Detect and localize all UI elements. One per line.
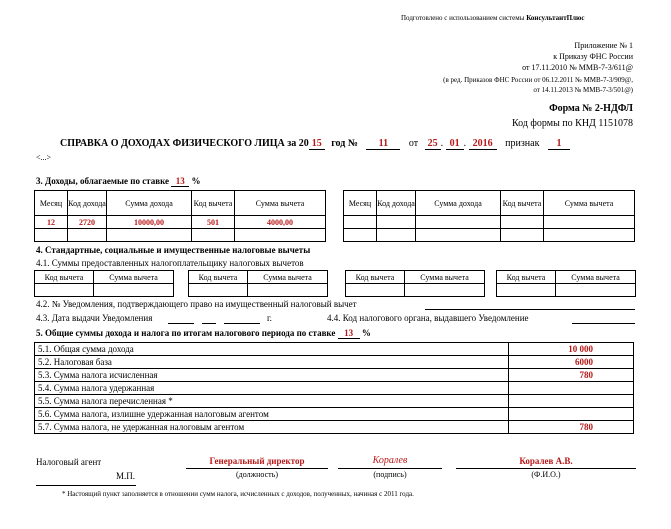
deduction-code-header: Код вычета [35, 271, 94, 284]
section3-title: 3. Доходы, облагаемые по ставке 13 % [36, 176, 201, 186]
notice-year-line [224, 323, 260, 324]
signature-line [338, 468, 442, 469]
section4-sub2: 4.2. № Уведомления, подтверждающего право на имущественный налоговый вычет [36, 299, 357, 309]
appendix-label: Приложение № 1 [574, 41, 633, 50]
order-label: к Приказу ФНС России [553, 52, 633, 61]
deduction-sum-header: Сумма вычета [556, 271, 636, 284]
section4-sub3: 4.3. Дата выдачи Уведомления [36, 313, 153, 323]
totals-row: 5.6. Сумма налога, излишне удержанная налоговым агентом [35, 408, 634, 421]
position-line [186, 468, 328, 469]
deduction-table-3 [345, 270, 485, 297]
section3-rate: 13 [171, 176, 189, 187]
stamp-label: М.П. [116, 471, 136, 481]
cell-income-sum: 10000,00 [107, 216, 192, 229]
deduction-code-header: Код вычета [189, 271, 248, 284]
fio-line [456, 468, 636, 469]
year-suffix: г. [267, 313, 272, 323]
cell-month: 12 [35, 216, 68, 229]
col-deduction-sum: Сумма вычета [544, 191, 635, 216]
ot-label: от [408, 138, 419, 149]
signature-value: Коралев [372, 455, 408, 466]
deduction-code-header: Код вычета [497, 271, 556, 284]
amendment-1: (в ред. Приказов ФНС России от 06.12.2011 № ММВ-7-3/909@, [443, 76, 633, 84]
priznak-label: признак [505, 138, 540, 149]
tax-authority-code-line [572, 323, 635, 324]
footnote: * Настоящий пункт заполняется в отношении сумм налога, исчисленных с доходов, полученных, начиная с 2011 года. [62, 490, 414, 498]
col-month: Месяц [344, 191, 377, 216]
certificate-number: 11 [366, 138, 400, 150]
signature-caption: (подпись) [373, 470, 407, 479]
deduction-table-1 [34, 270, 174, 297]
form-code: Код формы по КНД 1151078 [511, 118, 633, 129]
totals-table [34, 342, 634, 434]
income-table-right [343, 190, 635, 242]
section4-sub4: 4.4. Код налогового органа, выдавшего Уведомление [327, 313, 529, 323]
section5-rate: 13 [338, 328, 360, 339]
col-income-code: Код дохода [68, 191, 107, 216]
fio-value: Коралев А.В. [519, 456, 573, 466]
prepared-note: Подготовлено с использованием системы КонсультантПлюс [401, 14, 585, 22]
title-text: СПРАВКА О ДОХОДАХ ФИЗИЧЕСКОГО ЛИЦА за 20 [60, 138, 309, 149]
date-day: 25 [425, 138, 441, 150]
totals-row: 5.1. Общая сумма дохода 10 000 [35, 343, 634, 356]
section5-title: 5. Общие суммы дохода и налога по итогам налогового периода по ставке 13 % [36, 328, 371, 338]
fio-caption: (Ф.И.О.) [531, 470, 561, 479]
totals-row: 5.5. Сумма налога перечисленная * [35, 395, 634, 408]
deduction-table-2 [188, 270, 328, 297]
date-year: 2016 [469, 138, 497, 150]
col-deduction-code: Код вычета [192, 191, 235, 216]
position-value: Генеральный директор [209, 456, 305, 466]
income-table-left [34, 190, 326, 242]
form-title: Форма № 2-НДФЛ [549, 103, 633, 114]
notice-day-line [168, 323, 194, 324]
position-caption: (должность) [236, 470, 278, 479]
col-income-code: Код дохода [377, 191, 416, 216]
totals-row: 5.7. Сумма налога, не удержанная налоговым агентом 780 [35, 421, 634, 434]
cell-deduction-sum: 4000,00 [235, 216, 326, 229]
col-deduction-code: Код вычета [501, 191, 544, 216]
order-date: от 17.11.2010 № ММВ-7-3/611@ [522, 63, 633, 72]
consultant-brand: КонсультантПлюс [526, 14, 585, 22]
totals-row: 5.4. Сумма налога удержанная [35, 382, 634, 395]
deduction-table-4 [496, 270, 636, 297]
col-deduction-sum: Сумма вычета [235, 191, 326, 216]
deduction-sum-header: Сумма вычета [405, 271, 485, 284]
col-income-sum: Сумма дохода [107, 191, 192, 216]
god-label: год № [331, 138, 358, 149]
section4-sub1: 4.1. Суммы предоставленных налогоплательщику налоговых вычетов [36, 258, 304, 268]
priznak-value: 1 [548, 138, 570, 150]
cell-income-code: 2720 [68, 216, 107, 229]
footnote-separator [36, 485, 136, 486]
tax-agent-label: Налоговый агент [36, 457, 102, 467]
col-income-sum: Сумма дохода [416, 191, 501, 216]
deduction-sum-header: Сумма вычета [94, 271, 174, 284]
col-month: Месяц [35, 191, 68, 216]
arrow-note: <...> [36, 153, 52, 162]
title-year: 15 [309, 138, 325, 150]
notice-month-line [202, 323, 216, 324]
cell-deduction-code: 501 [192, 216, 235, 229]
totals-row: 5.3. Сумма налога исчисленная 780 [35, 369, 634, 382]
deduction-sum-header: Сумма вычета [248, 271, 328, 284]
totals-row: 5.2. Налоговая база 6000 [35, 356, 634, 369]
notice-number-line [425, 309, 635, 310]
certificate-title: СПРАВКА О ДОХОДАХ ФИЗИЧЕСКОГО ЛИЦА за 20 15 год № 11 от 25 . 01 . 2016 признак 1 [60, 138, 570, 150]
amendment-2: от 14.11.2013 № ММВ-7-3/501@) [533, 86, 633, 94]
date-month: 01 [446, 138, 464, 150]
deduction-code-header: Код вычета [346, 271, 405, 284]
section4-title: 4. Стандартные, социальные и имущественные налоговые вычеты [36, 245, 311, 255]
